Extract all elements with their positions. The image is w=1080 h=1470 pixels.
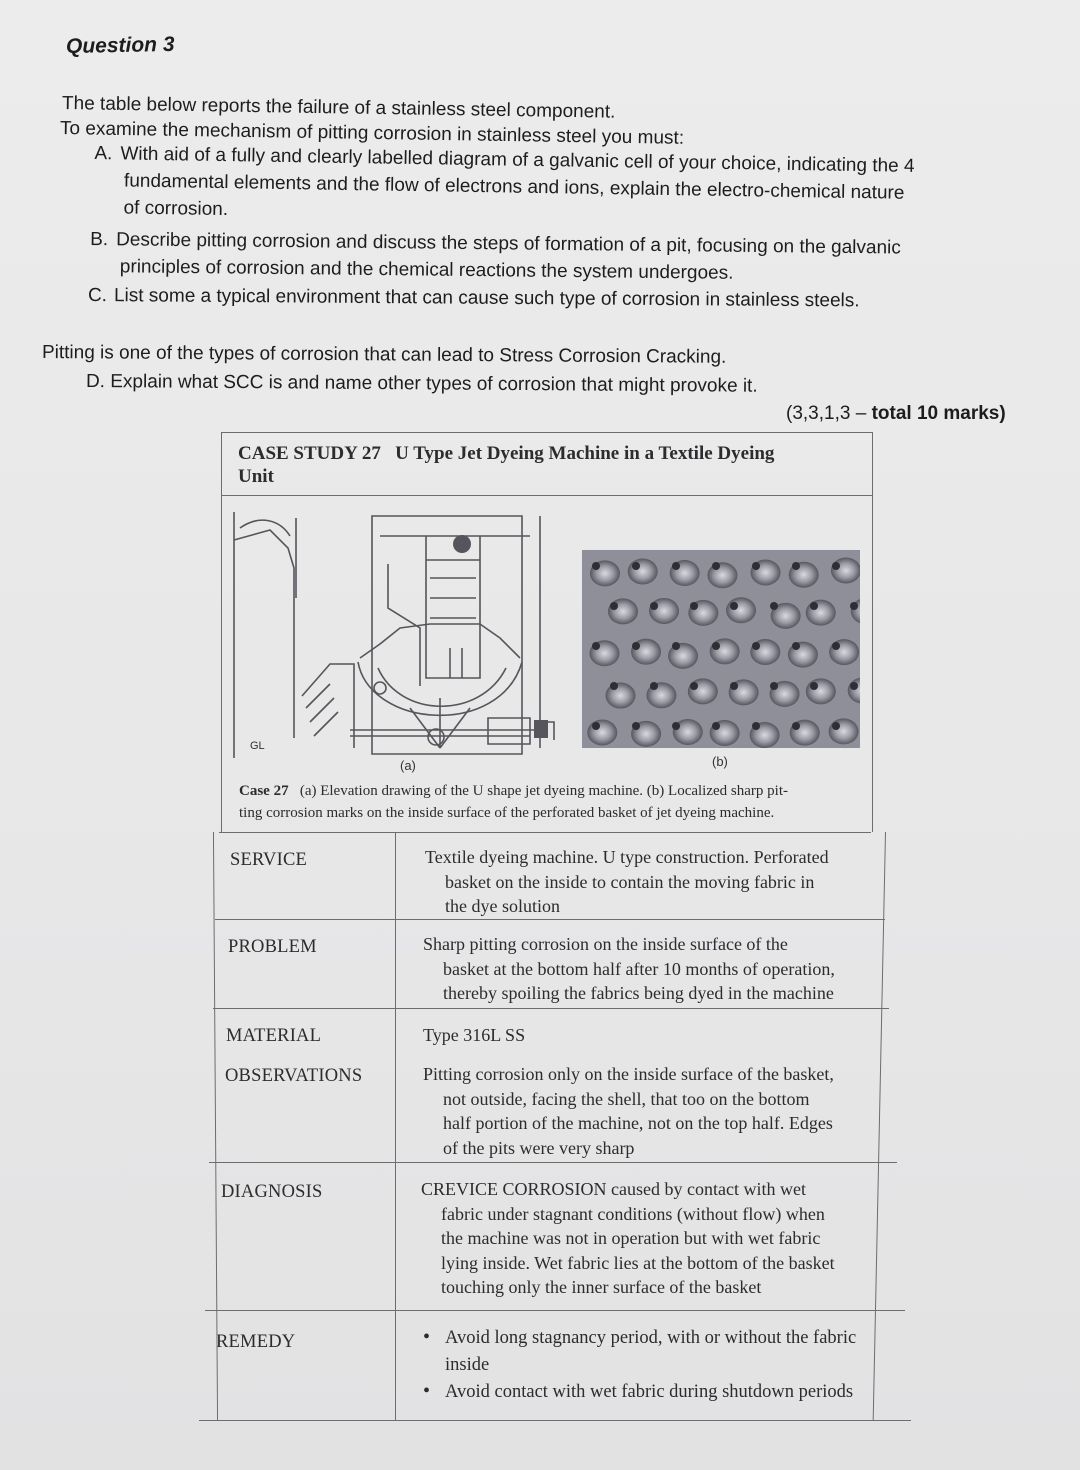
diagnosis-line-5: touching only the inner surface of the basket [441, 1277, 762, 1297]
pit-dark-spot [850, 602, 858, 610]
marks-allocation [786, 403, 1006, 425]
task-d-label: D. [85, 371, 106, 393]
pit-dark-spot [730, 602, 738, 610]
corrosion-pit [605, 683, 635, 709]
task-a [93, 140, 1034, 236]
rule-service [215, 919, 885, 920]
corrosion-pit [587, 719, 617, 745]
task-a-line-3: of corrosion. [123, 197, 229, 221]
task-a-label: A. [94, 143, 113, 165]
case-study-title [221, 432, 873, 496]
diagnosis-line-2: fabric under stagnant conditions (without flow) when [441, 1203, 825, 1224]
figure-b-label: (b) [712, 754, 728, 769]
observations-line-2: not outside, facing the shell, that too on the bottom [443, 1088, 810, 1109]
task-c-label: C. [87, 285, 108, 307]
remedy-2-line-1: • Avoid contact with wet fabric during shutdown periods [445, 1382, 854, 1402]
row-label-material: MATERIAL [226, 1026, 322, 1046]
case-study-table [205, 432, 910, 1424]
remedy-list [419, 1325, 856, 1406]
diagnosis-line-4: lying inside. Wet fabric lies at the bottom of the basket [441, 1252, 835, 1273]
problem-line-2: basket at the bottom half after 10 months of operation, [443, 958, 835, 979]
rule-bottom [199, 1420, 911, 1421]
pit-dark-spot [832, 562, 840, 570]
pit-dark-spot [592, 722, 600, 730]
corrosion-pit [831, 557, 860, 583]
pit-dark-spot [690, 602, 698, 610]
corrosion-pit [688, 678, 718, 704]
pit-dark-spot [672, 562, 680, 570]
figure-a-label: (a) [400, 758, 416, 773]
task-b [90, 226, 1041, 290]
observations-line-4: of the pits were very sharp [443, 1137, 635, 1158]
service-line-1: Textile dyeing machine. U type construction. Perforated [425, 847, 829, 867]
intro-line-1: The table below reports the failure of a stainless steel component. [61, 93, 616, 123]
marks-breakdown: (3,3,1,3 – [786, 403, 872, 424]
task-c-line-1: List some a typical environment that can cause such type of corrosion in stainless steels. [113, 285, 860, 312]
left-border [213, 832, 218, 1420]
observations-line-3: half portion of the machine, not on the top half. Edges [443, 1113, 833, 1133]
pit-dark-spot [832, 642, 840, 650]
rule-top [219, 832, 871, 833]
row-label-diagnosis: DIAGNOSIS [221, 1182, 323, 1202]
pit-dark-spot [752, 642, 760, 650]
pit-dark-spot [672, 642, 680, 650]
row-label-observations: OBSERVATIONS [225, 1066, 363, 1086]
task-a-line-1: With aid of a fully and clearly labelled diagram of a galvanic cell of your choice, indicating the 4 [120, 143, 915, 177]
caption-line-1: (a) Elevation drawing of the U shape jet dyeing machine. (b) Localized sharp pit- [299, 783, 788, 799]
pit-dark-spot [832, 722, 840, 730]
pit-dark-spot [730, 682, 738, 690]
row-label-service: SERVICE [230, 850, 308, 870]
corrosion-pit [726, 597, 756, 623]
pit-dark-spot [672, 722, 680, 730]
service-line-3: the dye solution [445, 896, 560, 916]
row-value-diagnosis [421, 1177, 835, 1300]
pit-dark-spot [712, 562, 720, 570]
ground-level-label: GL [250, 740, 265, 752]
diagnosis-line-1: CREVICE CORROSION caused by contact with wet [421, 1179, 806, 1199]
pitting-corrosion-photo [582, 550, 860, 748]
pit-dark-spot [610, 602, 618, 610]
pit-dark-spot [770, 602, 778, 610]
caption-ref: Case 27 [239, 783, 289, 799]
task-b-label: B. [90, 229, 109, 251]
corrosion-pit [649, 598, 679, 624]
task-d [86, 371, 758, 398]
case-study-title-line-2: Unit [238, 466, 274, 487]
diagnosis-line-3: the machine was not in operation but with wet fabric [441, 1228, 821, 1248]
remedy-1-line-2: inside [445, 1355, 490, 1375]
case-study-figure [221, 494, 873, 832]
pit-dark-spot [592, 642, 600, 650]
column-divider [395, 832, 396, 1420]
task-b-line-2: principles of corrosion and the chemical reactions the system undergoes. [119, 256, 734, 284]
service-line-2: basket on the inside to contain the moving fabric in [445, 871, 815, 892]
pit-dark-spot [632, 642, 640, 650]
rule-problem [213, 1008, 889, 1009]
task-b-line-1: Describe pitting corrosion and discuss the steps of formation of a pit, focusing on the galvanic [116, 229, 901, 259]
row-value-service [425, 845, 829, 919]
remedy-item [419, 1379, 856, 1406]
row-label-remedy: REMEDY [216, 1332, 296, 1352]
pit-dark-spot [792, 722, 800, 730]
corrosion-pit [829, 718, 859, 744]
pit-dark-spot [770, 682, 778, 690]
pit-dark-spot [632, 562, 640, 570]
task-c [88, 282, 988, 315]
pit-dark-spot [810, 602, 818, 610]
pit-dark-spot [632, 722, 640, 730]
task-a-line-2: fundamental elements and the flow of electrons and ions, explain the electro-chemical nature [123, 170, 905, 204]
corrosion-pit [710, 638, 740, 664]
pit-dark-spot [792, 642, 800, 650]
pit-dark-spot [810, 682, 818, 690]
pit-dark-spot [690, 682, 698, 690]
row-label-problem: PROBLEM [228, 937, 317, 957]
pit-dark-spot [712, 722, 720, 730]
pit-dark-spot [792, 562, 800, 570]
problem-line-1: Sharp pitting corrosion on the inside surface of the [423, 934, 788, 954]
pit-dark-spot [650, 602, 658, 610]
row-value-problem [423, 932, 835, 1006]
problem-line-3: thereby spoiling the fabrics being dyed in the machine [443, 983, 834, 1003]
machine-elevation-drawing [230, 508, 556, 760]
row-value-observations [423, 1062, 834, 1160]
rule-diagnosis [205, 1310, 905, 1311]
pitting-intro: Pitting is one of the types of corrosion that can lead to Stress Corrosion Cracking. [41, 342, 727, 368]
pit-dark-spot [712, 642, 720, 650]
corrosion-pit [806, 600, 836, 626]
pit-dark-spot [752, 562, 760, 570]
right-border [873, 832, 886, 1420]
task-d-text: Explain what SCC is and name other types of corrosion that might provoke it. [110, 371, 758, 397]
case-study-title-line-1: CASE STUDY 27 U Type Jet Dyeing Machine in a Textile Dyeing [238, 443, 775, 464]
figure-caption [239, 780, 879, 824]
corrosion-pit [628, 558, 658, 584]
material-line-1: Type 316L SS [423, 1025, 526, 1045]
row-value-material [423, 1023, 525, 1048]
remedy-item [419, 1325, 856, 1379]
pit-dark-spot [752, 722, 760, 730]
pit-dark-spot [850, 682, 858, 690]
remedy-1-line-1: • Avoid long stagnancy period, with or without the fabric [445, 1328, 857, 1348]
pit-dark-spot [592, 562, 600, 570]
pit-dark-spot [650, 682, 658, 690]
corrosion-pit [707, 562, 737, 588]
question-title: Question 3 [65, 32, 175, 59]
pit-dark-spot [610, 682, 618, 690]
corrosion-pit [806, 678, 836, 704]
rule-observations [209, 1162, 897, 1163]
caption-line-2: ting corrosion marks on the inside surface of the perforated basket of jet dyeing machine. [239, 805, 775, 821]
observations-line-1: Pitting corrosion only on the inside surface of the basket, [423, 1064, 834, 1084]
marks-total: total 10 marks) [871, 403, 1006, 424]
intro-line-2: To examine the mechanism of pitting corrosion in stainless steel you must: [59, 118, 685, 149]
